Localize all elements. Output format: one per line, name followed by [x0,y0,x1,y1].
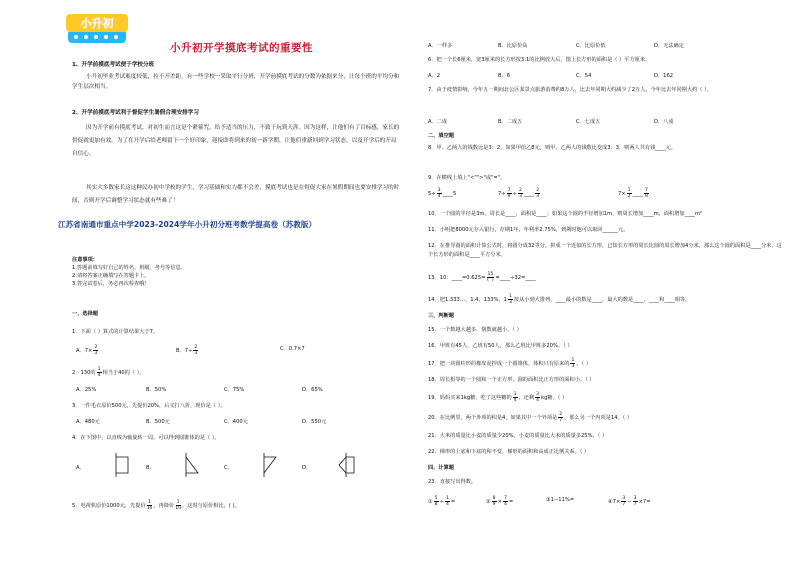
question-14: 14．把1.333…、1.4、133%、1 $\frac{1}{3}$ 按从小到大排列，____最小的数是____，最大的数是____，____和____相等。 [428,294,691,305]
q9-item-1[interactable]: 5÷ $\frac{3}{4}$ ____5 [428,188,457,199]
intro-paragraph-2: 因为开学前有摸底考试，对初生而言这是个紧箍咒，给予适当的压力，不致于玩到天涯。因为这样，让他们有了目标感，家长的督促就更加有效。为了在开学后给老师留下一个好印象，迎接即将到来的初一新学期，让他们重新回到学习状态，以及开学后的开局自信心。 [72,125,400,157]
question-22: 22．梯形的上底和下底的和不变，梯形的面积和高成正比例关系。（ ） [428,449,590,455]
question-5: 5．电视机原价1000元，先提价 $\frac{1}{10}$ ，再降价 $\frac{1}{10}$ ，这时与原价相比，( )。 [72,500,240,511]
q1-option-b[interactable]: B．7÷ $\frac{2}{3}$ [176,345,198,356]
q7-option-d[interactable]: D．八成 [654,119,674,125]
question-1: 1．下面（ ）算式的计算结果大于7。 [72,329,159,335]
q23-item-3[interactable]: ③1−11%= [546,497,575,503]
q5-option-c[interactable]: C．比原价低 [576,43,606,49]
q7-option-a[interactable]: A．二成 [428,119,448,125]
question-6: 6．把一个长6厘米，宽3厘米的长方形按3:1的比例放大后，图上长方形的面积是（ ）平方厘米。 [428,57,651,63]
rotation-figure-b [180,452,202,478]
q4-option-a[interactable]: A． [76,465,85,471]
exam-title: 江苏省南通市重点中学2023-2024学年小升初分班考数学提高卷（苏教版） [58,220,317,229]
q4-option-b[interactable]: B． [146,465,155,471]
q6-option-a[interactable]: A．2 [428,73,441,79]
section-fill: 二、填空题 [428,133,454,139]
q4-option-d[interactable]: D． [302,465,312,471]
q5-option-a[interactable]: A．一样多 [428,43,453,49]
q7-option-c[interactable]: C．七成五 [576,119,601,125]
q3-option-c[interactable]: C．400元 [224,419,248,425]
rotation-figure-a [110,452,132,478]
q2-option-d[interactable]: D．65% [302,387,323,393]
note-1: 1.答题前填写好自己的姓名、班级、考号等信息。 [72,265,186,271]
section-judge: 三、判断题 [428,313,454,319]
note-3: 3.答完试卷后，务必再次检查哦！ [72,281,150,287]
q3-option-d[interactable]: D．550元 [302,419,327,425]
q7-option-b[interactable]: B．二成五 [498,119,523,125]
section-calc: 四、计算题 [428,465,454,471]
question-11: 11．小明把8000元存入银行，存期1年，年利率2.75%，到期时他可以取回______元。 [428,227,629,233]
section-choice: 一、选择题 [72,311,98,317]
intro-paragraph-3: 其实大多数家长这这种民办初中学校的学生，学习基础和实力都不会差，摸底考试也是在督促大家在暑假期间也要安排学习的时间，否则开学后调整学习状态就有些难了！ [72,185,400,204]
question-2: 2．130的 $\frac{1}{4}$ 相当于40的（ ）。 [72,367,145,378]
question-4: 4．在下图中，以直线为轴旋转一周，可以得到圆锥体的是（ ）。 [72,435,220,441]
question-20: 20．在比例里，两个外项的积是4，如果其中一个外项是 $\frac{2}{7}$ ，那么另一个内项是14。（ ） [428,412,633,423]
q23-item-4[interactable]: ④7× $\frac{3}{7}$ − $\frac{3}{7}$ ×7= [608,496,651,507]
page-title: 小升初开学摸底考试的重要性 [170,42,313,54]
q9-item-2[interactable]: 7÷ $\frac{7}{9}$ ÷ $\frac{2}{3}$ ____ $\frac{2}{3}$ [498,188,540,199]
question-15: 15．一个数越大越多，倒数就越小。（ ） [428,327,522,333]
question-23: 23．直接写出得数。 [428,479,477,485]
question-10: 10．一个圆的半径是3m，周长是____，面积是____；如果这个圆的半径增加1m，则周长增加____m，面积增加____m² [428,211,703,217]
q6-option-d[interactable]: D．162 [654,73,674,79]
q23-item-1[interactable]: ① $\frac{5}{8}$ ÷ $\frac{1}{4}$ = [428,496,456,507]
q2-option-b[interactable]: B．50% [146,387,167,393]
q5-option-b[interactable]: B．比原价高 [498,43,528,49]
q9-item-3[interactable]: 7× $\frac{1}{2}$ ____ $\frac{7}{8}$ [618,188,648,199]
q5-option-d[interactable]: D．无法确定 [654,43,684,49]
q6-option-b[interactable]: B．6 [498,73,511,79]
q4-option-c[interactable]: C． [224,465,233,471]
q6-option-c[interactable]: C．54 [576,73,592,79]
question-19: 19．妈妈买来1kg糖，吃了这些糖的 $\frac{1}{4}$ ，还剩 $\frac{3}{4}$ kg糖。（ ） [428,392,568,403]
rotation-figure-c [258,452,280,478]
q3-option-a[interactable]: A．480元 [76,419,100,425]
q2-option-a[interactable]: A．25% [76,387,97,393]
question-9: 9．在横线上填上"<"">"或"="。 [428,175,506,181]
rotation-figure-d [336,452,358,478]
question-12: 12．在推导圆的面积计算公式时，将圆分成32等分，拼成一个近似的长方形，已知长方形的周长比圆的周长增加4分米，那么这个圆的面积是____分米，这个长方形的面积是____平方分米。 [428,243,782,258]
question-8: 8．甲、乙两人的钱数比是3：2，如果甲给乙8元，则甲、乙两人的钱数比变成3：3，则两人共有钱____元。 [428,145,677,151]
question-21: 21．大米的质量比小麦的质量少20%，小麦的质量比大米的质量多25%。（ ） [428,433,608,439]
logo-text: 小升初 [80,17,114,30]
note-2: 2.请将答案正确填写在答题卡上。 [72,273,150,279]
q2-option-c[interactable]: C．75% [224,387,245,393]
intro-heading-2: 2、开学前摸底考试利于督促学生暑假合理安排学习 [72,110,199,116]
intro-heading-1: 1、开学前摸底考试便于学校分班 [72,62,155,68]
q3-option-b[interactable]: B．500元 [146,419,170,425]
q1-option-a[interactable]: A．7× $\frac{2}{3}$ [76,345,98,356]
brand-logo [64,12,130,46]
question-17: 17．把一块圆柱形的橡皮泥捏成一个圆锥体，体积只有原来的 $\frac{1}{3}$ 。（ ） [428,358,592,369]
q23-item-2[interactable]: ② $\frac{8}{9}$ × $\frac{7}{4}$ = [486,496,514,507]
question-3: 3．一件毛衣原价500元，先提价20%，后又打八折，现价是（ ）。 [72,403,226,409]
question-18: 18．周长相等的一个圆和一个正方形，圆的面积比正方形的面积小。（ ） [428,377,595,383]
intro-paragraph-1: 小升初毕业考试难度较低，拉不开差距。有一些学校一采取平行分班，开学前摸底考试的分数为依据来分，让每个班的平均分和学生层次相当。 [72,74,400,90]
notes-title: 注意事项： [72,257,98,263]
question-13: 13．10：____=0.625= $\frac{15}{( )}$ =____÷32=____ [428,272,536,283]
question-16: 16．甲班有45人，乙班有50人，那么乙班比甲班多20%。（ ） [428,343,573,349]
q1-option-c[interactable]: C．0.7×7 [280,346,305,352]
question-7: 7．由于疫情影响，今年五一期间北公区某景点旅游消费约8万人，比去年同期大约减少了2万人，今年比去年同期大约（ ）。 [428,87,712,93]
